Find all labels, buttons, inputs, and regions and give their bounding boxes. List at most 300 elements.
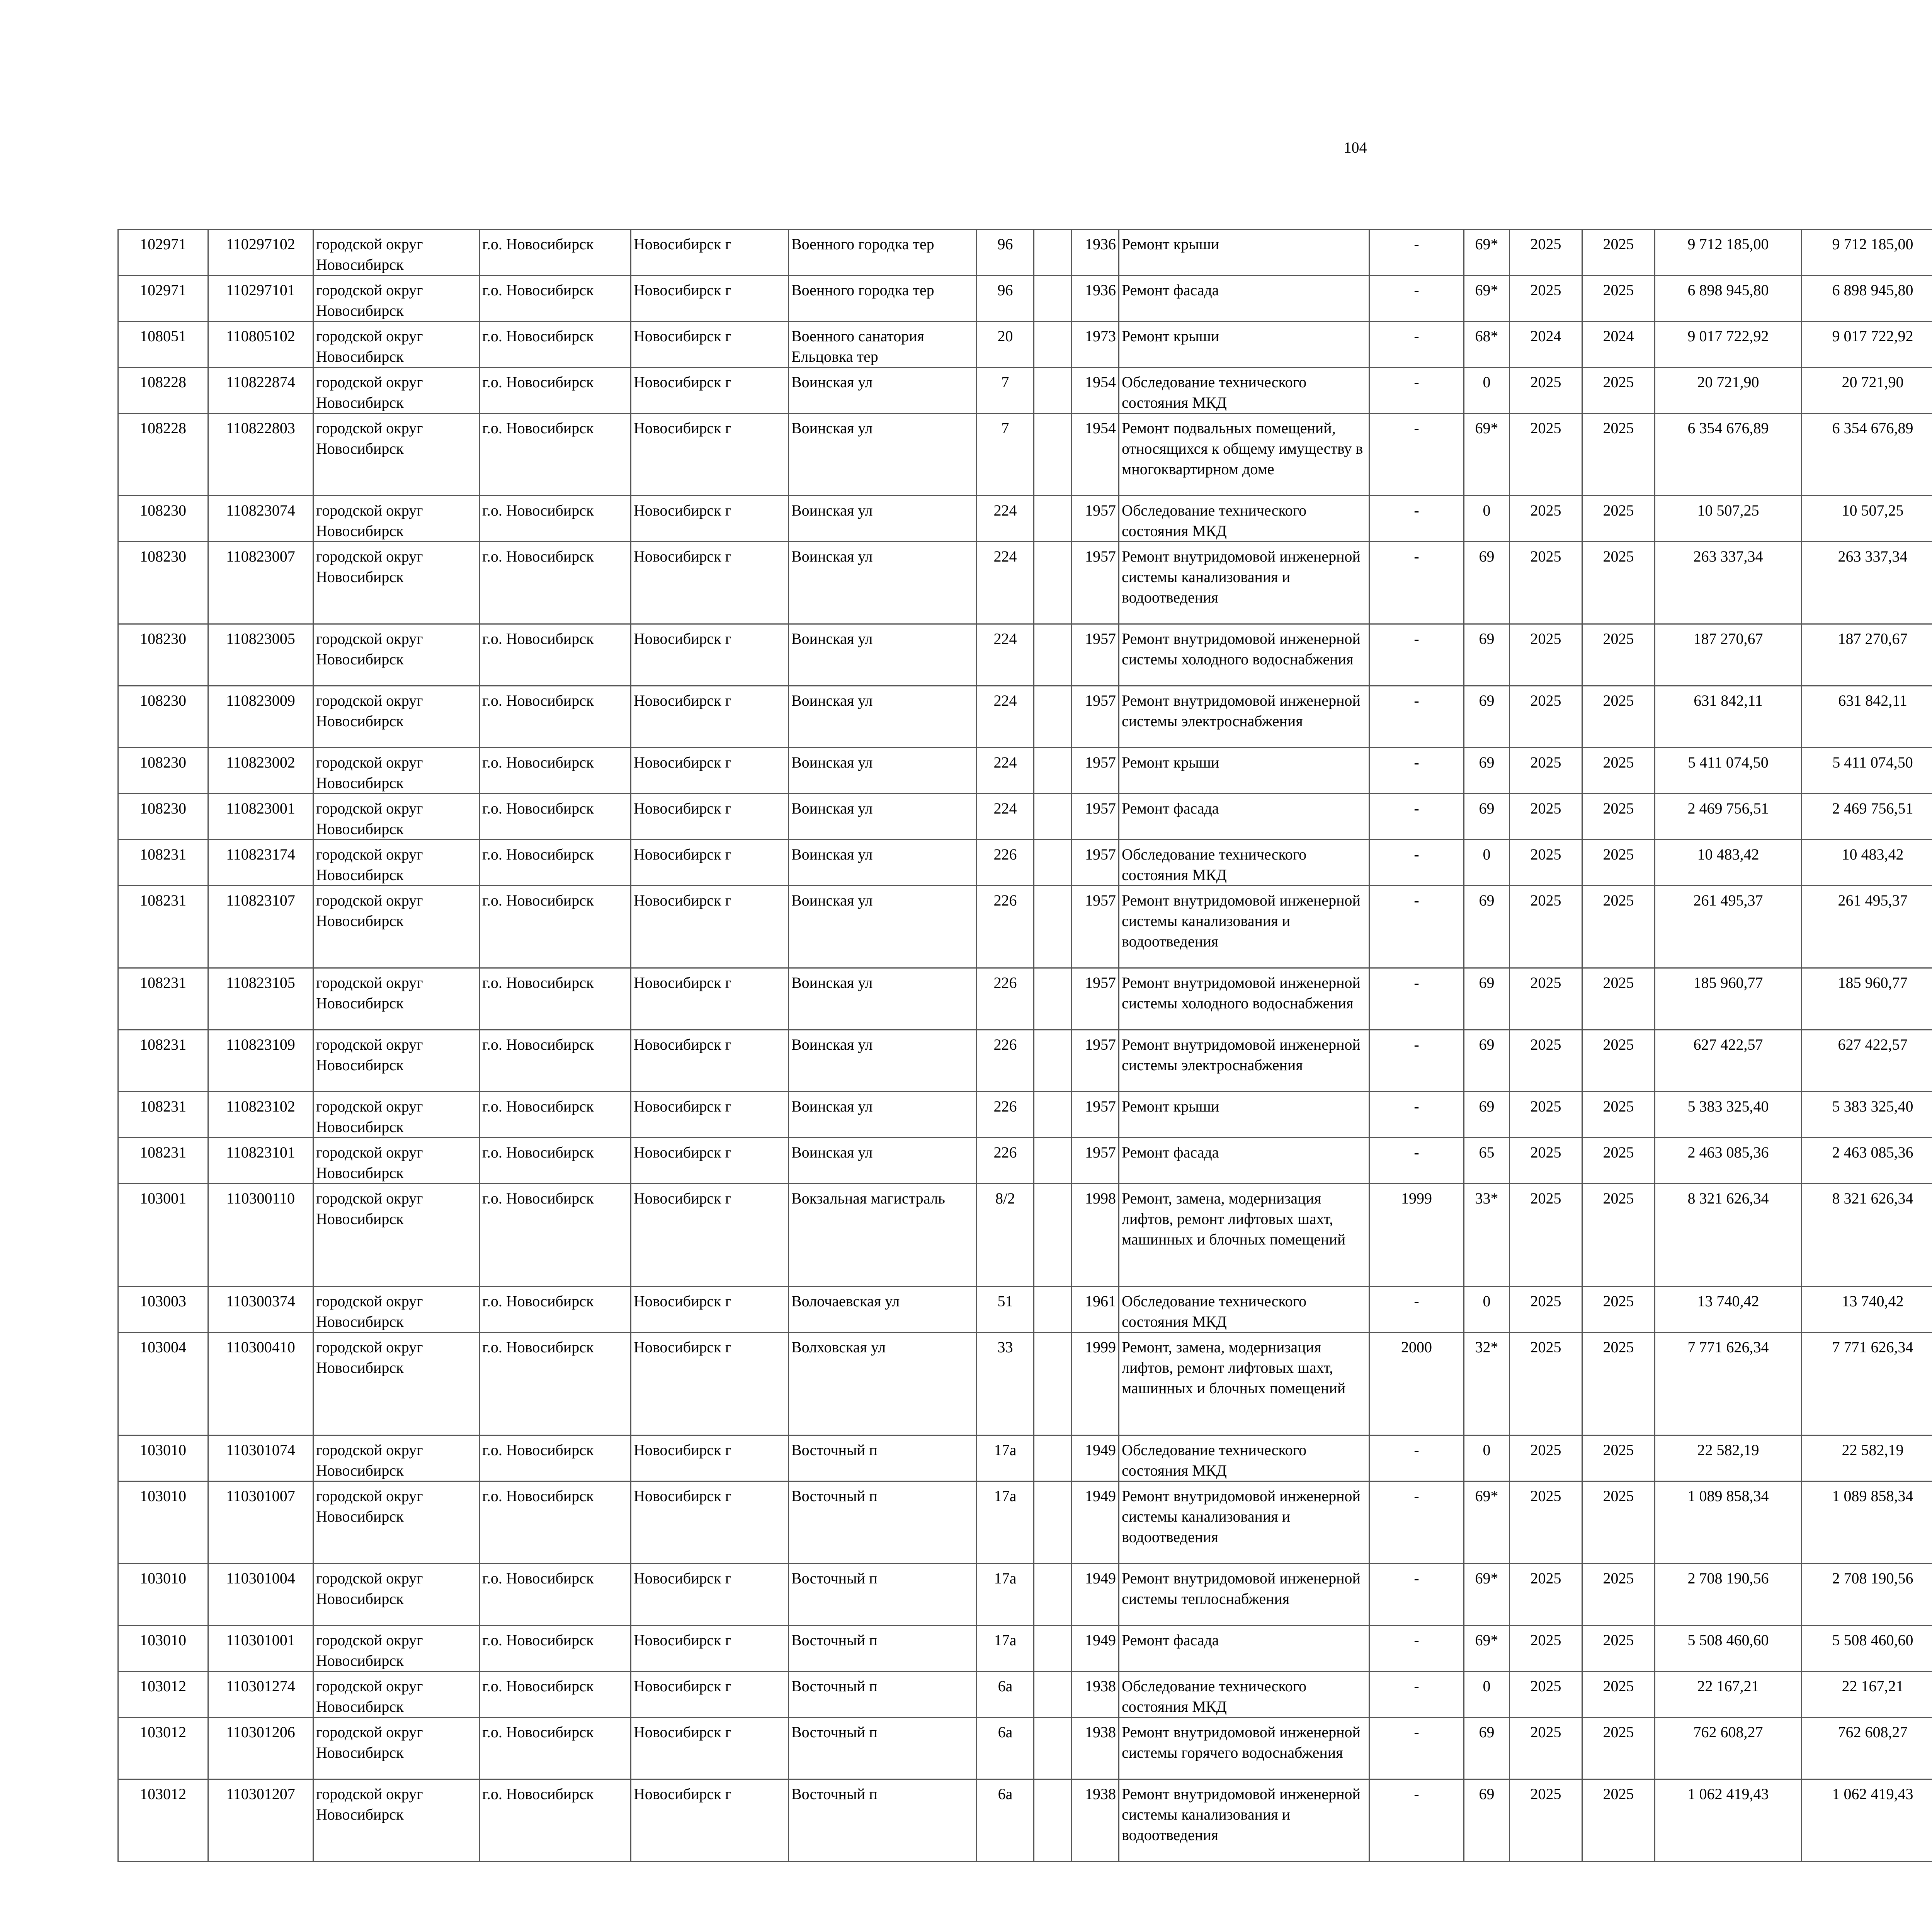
- cell-extra: [1034, 968, 1072, 1030]
- cell-work: Ремонт внутридомовой инженерной системы теплоснабжения: [1119, 1564, 1369, 1626]
- cell-id: 103001: [118, 1184, 208, 1287]
- cell-cost-total: 6 898 945,80: [1655, 276, 1802, 322]
- cell-year-end: 2025: [1582, 1030, 1655, 1092]
- cell-year-built: 1938: [1072, 1718, 1119, 1779]
- cell-id: 103010: [118, 1626, 208, 1672]
- cell-extra: [1034, 748, 1072, 794]
- cell-code: 110805102: [208, 322, 313, 368]
- cell-house: 226: [977, 1138, 1034, 1184]
- cell-year-start: 2025: [1510, 886, 1582, 968]
- table-row: [118, 686, 1932, 748]
- cell-year-built: 1957: [1072, 686, 1119, 748]
- cell-house: 7: [977, 414, 1034, 496]
- cell-year-built: 1938: [1072, 1779, 1119, 1862]
- cell-code: 110300374: [208, 1287, 313, 1333]
- cell-street: Восточный п: [789, 1481, 977, 1564]
- cell-id: 108230: [118, 748, 208, 794]
- cell-house: 96: [977, 230, 1034, 276]
- cell-cost-total: 22 167,21: [1655, 1672, 1802, 1718]
- cell-cost-total: 13 740,42: [1655, 1287, 1802, 1333]
- cell-year-start: 2025: [1510, 496, 1582, 542]
- cell-municipality: городской округ Новосибирск: [313, 1333, 480, 1435]
- cell-wear: 32*: [1464, 1333, 1510, 1435]
- cell-municipality: городской округ Новосибирск: [313, 276, 480, 322]
- cell-code: 110823009: [208, 686, 313, 748]
- cell-street: Вокзальная магистраль: [789, 1184, 977, 1287]
- cell-cost-total: 9 017 722,92: [1655, 322, 1802, 368]
- table-row: [118, 1626, 1932, 1672]
- cell-house: 17а: [977, 1564, 1034, 1626]
- cell-id: 108231: [118, 1030, 208, 1092]
- cell-work: Обследование технического состояния МКД: [1119, 840, 1369, 886]
- cell-year-end: 2025: [1582, 1138, 1655, 1184]
- cell-code: 110301001: [208, 1626, 313, 1672]
- cell-code: 110823001: [208, 794, 313, 840]
- cell-year-end: 2025: [1582, 1092, 1655, 1138]
- table-row: [118, 230, 1932, 276]
- cell-year-end: 2025: [1582, 686, 1655, 748]
- cell-code: 110823007: [208, 542, 313, 624]
- cell-wear: 0: [1464, 368, 1510, 414]
- cell-street: Восточный п: [789, 1626, 977, 1672]
- table-row: [118, 1092, 1932, 1138]
- cell-work: Ремонт фасада: [1119, 1626, 1369, 1672]
- cell-wear: 69: [1464, 1092, 1510, 1138]
- cell-district: г.о. Новосибирск: [480, 624, 631, 686]
- cell-wear: 69*: [1464, 276, 1510, 322]
- cell-house: 17а: [977, 1435, 1034, 1481]
- cell-locality: Новосибирск г: [631, 1092, 789, 1138]
- cell-extra: [1034, 322, 1072, 368]
- cell-year-lift: -: [1369, 968, 1464, 1030]
- cell-work: Ремонт внутридомовой инженерной системы канализования и водоотведения: [1119, 542, 1369, 624]
- cell-cost-owners: 2 463 085,36: [1802, 1138, 1932, 1184]
- cell-year-start: 2025: [1510, 1481, 1582, 1564]
- cell-extra: [1034, 1779, 1072, 1862]
- cell-cost-owners: 185 960,77: [1802, 968, 1932, 1030]
- cell-year-built: 1957: [1072, 840, 1119, 886]
- cell-year-end: 2025: [1582, 276, 1655, 322]
- cell-district: г.о. Новосибирск: [480, 1481, 631, 1564]
- cell-work: Ремонт подвальных помещений, относящихся к общему имуществу в многоквартирном доме: [1119, 414, 1369, 496]
- cell-cost-owners: 22 167,21: [1802, 1672, 1932, 1718]
- cell-cost-total: 10 507,25: [1655, 496, 1802, 542]
- cell-district: г.о. Новосибирск: [480, 1564, 631, 1626]
- cell-cost-total: 5 411 074,50: [1655, 748, 1802, 794]
- cell-locality: Новосибирск г: [631, 840, 789, 886]
- cell-house: 226: [977, 1030, 1034, 1092]
- cell-work: Ремонт крыши: [1119, 748, 1369, 794]
- cell-id: 108230: [118, 496, 208, 542]
- cell-year-built: 1957: [1072, 886, 1119, 968]
- cell-year-end: 2025: [1582, 1626, 1655, 1672]
- cell-house: 17а: [977, 1626, 1034, 1672]
- cell-wear: 0: [1464, 840, 1510, 886]
- cell-year-built: 1998: [1072, 1184, 1119, 1287]
- cell-district: г.о. Новосибирск: [480, 1184, 631, 1287]
- cell-year-lift: -: [1369, 624, 1464, 686]
- cell-year-end: 2025: [1582, 1287, 1655, 1333]
- cell-street: Волочаевская ул: [789, 1287, 977, 1333]
- cell-cost-owners: 8 321 626,34: [1802, 1184, 1932, 1287]
- cell-municipality: городской округ Новосибирск: [313, 748, 480, 794]
- cell-locality: Новосибирск г: [631, 1779, 789, 1862]
- cell-year-built: 1961: [1072, 1287, 1119, 1333]
- cell-year-start: 2025: [1510, 1287, 1582, 1333]
- cell-year-lift: -: [1369, 1287, 1464, 1333]
- cell-district: г.о. Новосибирск: [480, 322, 631, 368]
- cell-wear: 0: [1464, 1287, 1510, 1333]
- cell-work: Ремонт внутридомовой инженерной системы канализования и водоотведения: [1119, 1779, 1369, 1862]
- cell-year-start: 2025: [1510, 230, 1582, 276]
- cell-house: 20: [977, 322, 1034, 368]
- cell-street: Восточный п: [789, 1779, 977, 1862]
- cell-house: 226: [977, 886, 1034, 968]
- cell-code: 110823102: [208, 1092, 313, 1138]
- cell-locality: Новосибирск г: [631, 368, 789, 414]
- cell-locality: Новосибирск г: [631, 794, 789, 840]
- cell-year-start: 2025: [1510, 748, 1582, 794]
- cell-municipality: городской округ Новосибирск: [313, 496, 480, 542]
- cell-year-built: 1957: [1072, 748, 1119, 794]
- cell-id: 108051: [118, 322, 208, 368]
- cell-locality: Новосибирск г: [631, 886, 789, 968]
- cell-municipality: городской округ Новосибирск: [313, 1672, 480, 1718]
- cell-municipality: городской округ Новосибирск: [313, 968, 480, 1030]
- cell-year-lift: -: [1369, 886, 1464, 968]
- cell-year-lift: -: [1369, 276, 1464, 322]
- cell-municipality: городской округ Новосибирск: [313, 414, 480, 496]
- cell-municipality: городской округ Новосибирск: [313, 1092, 480, 1138]
- cell-cost-owners: 631 842,11: [1802, 686, 1932, 748]
- cell-cost-total: 9 712 185,00: [1655, 230, 1802, 276]
- cell-wear: 69*: [1464, 230, 1510, 276]
- cell-year-start: 2025: [1510, 840, 1582, 886]
- cell-street: Воинская ул: [789, 368, 977, 414]
- cell-year-start: 2025: [1510, 1333, 1582, 1435]
- cell-extra: [1034, 840, 1072, 886]
- cell-year-built: 1957: [1072, 1138, 1119, 1184]
- cell-work: Ремонт внутридомовой инженерной системы канализования и водоотведения: [1119, 1481, 1369, 1564]
- cell-house: 51: [977, 1287, 1034, 1333]
- cell-year-lift: -: [1369, 748, 1464, 794]
- cell-cost-owners: 9 017 722,92: [1802, 322, 1932, 368]
- cell-municipality: городской округ Новосибирск: [313, 840, 480, 886]
- cell-cost-owners: 6 354 676,89: [1802, 414, 1932, 496]
- cell-street: Восточный п: [789, 1435, 977, 1481]
- cell-year-lift: -: [1369, 1435, 1464, 1481]
- cell-cost-owners: 2 469 756,51: [1802, 794, 1932, 840]
- table-row: [118, 624, 1932, 686]
- cell-code: 110301074: [208, 1435, 313, 1481]
- cell-code: 110823101: [208, 1138, 313, 1184]
- cell-wear: 0: [1464, 496, 1510, 542]
- cell-code: 110822874: [208, 368, 313, 414]
- cell-district: г.о. Новосибирск: [480, 840, 631, 886]
- table-row: [118, 1287, 1932, 1333]
- cell-cost-owners: 9 712 185,00: [1802, 230, 1932, 276]
- cell-municipality: городской округ Новосибирск: [313, 1138, 480, 1184]
- cell-year-end: 2025: [1582, 1672, 1655, 1718]
- cell-year-built: 1949: [1072, 1626, 1119, 1672]
- cell-municipality: городской округ Новосибирск: [313, 542, 480, 624]
- cell-wear: 69: [1464, 1030, 1510, 1092]
- cell-year-lift: 1999: [1369, 1184, 1464, 1287]
- cell-house: 6а: [977, 1779, 1034, 1862]
- cell-extra: [1034, 624, 1072, 686]
- cell-year-built: 1957: [1072, 496, 1119, 542]
- cell-locality: Новосибирск г: [631, 1435, 789, 1481]
- cell-wear: 69: [1464, 1779, 1510, 1862]
- cell-year-start: 2025: [1510, 686, 1582, 748]
- cell-year-built: 1954: [1072, 368, 1119, 414]
- cell-wear: 0: [1464, 1435, 1510, 1481]
- cell-locality: Новосибирск г: [631, 322, 789, 368]
- cell-code: 110823005: [208, 624, 313, 686]
- cell-year-end: 2025: [1582, 368, 1655, 414]
- cell-cost-owners: 6 898 945,80: [1802, 276, 1932, 322]
- cell-extra: [1034, 1435, 1072, 1481]
- cell-municipality: городской округ Новосибирск: [313, 1779, 480, 1862]
- cell-code: 110301274: [208, 1672, 313, 1718]
- cell-extra: [1034, 368, 1072, 414]
- cell-year-start: 2024: [1510, 322, 1582, 368]
- cell-id: 103010: [118, 1435, 208, 1481]
- cell-code: 110823105: [208, 968, 313, 1030]
- cell-code: 110297102: [208, 230, 313, 276]
- cell-extra: [1034, 886, 1072, 968]
- cell-work: Ремонт, замена, модернизация лифтов, ремонт лифтовых шахт, машинных и блочных помещений: [1119, 1184, 1369, 1287]
- cell-id: 108231: [118, 1092, 208, 1138]
- cell-cost-owners: 762 608,27: [1802, 1718, 1932, 1779]
- cell-locality: Новосибирск г: [631, 1564, 789, 1626]
- cell-year-lift: -: [1369, 1672, 1464, 1718]
- cell-cost-owners: 1 062 419,43: [1802, 1779, 1932, 1862]
- cell-cost-total: 187 270,67: [1655, 624, 1802, 686]
- cell-code: 110823174: [208, 840, 313, 886]
- cell-id: 108231: [118, 968, 208, 1030]
- cell-year-built: 1957: [1072, 1092, 1119, 1138]
- cell-locality: Новосибирск г: [631, 1718, 789, 1779]
- cell-code: 110822803: [208, 414, 313, 496]
- cell-work: Ремонт фасада: [1119, 1138, 1369, 1184]
- table-row: [118, 1672, 1932, 1718]
- cell-locality: Новосибирск г: [631, 1481, 789, 1564]
- cell-work: Ремонт внутридомовой инженерной системы электроснабжения: [1119, 686, 1369, 748]
- table-row: [118, 968, 1932, 1030]
- cell-house: 224: [977, 686, 1034, 748]
- cell-year-end: 2025: [1582, 794, 1655, 840]
- cell-house: 224: [977, 542, 1034, 624]
- cell-year-built: 1957: [1072, 968, 1119, 1030]
- cell-extra: [1034, 1481, 1072, 1564]
- table-body: [118, 230, 1932, 1862]
- cell-year-end: 2025: [1582, 1184, 1655, 1287]
- cell-id: 102971: [118, 276, 208, 322]
- cell-locality: Новосибирск г: [631, 1672, 789, 1718]
- cell-year-end: 2025: [1582, 1435, 1655, 1481]
- cell-year-end: 2025: [1582, 1718, 1655, 1779]
- cell-year-end: 2025: [1582, 496, 1655, 542]
- cell-cost-total: 5 508 460,60: [1655, 1626, 1802, 1672]
- table-row: [118, 414, 1932, 496]
- cell-district: г.о. Новосибирск: [480, 1030, 631, 1092]
- cell-district: г.о. Новосибирск: [480, 1779, 631, 1862]
- cell-district: г.о. Новосибирск: [480, 686, 631, 748]
- cell-locality: Новосибирск г: [631, 1030, 789, 1092]
- cell-code: 110301004: [208, 1564, 313, 1626]
- cell-work: Ремонт фасада: [1119, 276, 1369, 322]
- cell-year-lift: -: [1369, 368, 1464, 414]
- cell-district: г.о. Новосибирск: [480, 1435, 631, 1481]
- cell-work: Ремонт внутридомовой инженерной системы горячего водоснабжения: [1119, 1718, 1369, 1779]
- table-row: [118, 748, 1932, 794]
- cell-cost-total: 5 383 325,40: [1655, 1092, 1802, 1138]
- cell-year-lift: -: [1369, 686, 1464, 748]
- cell-year-built: 1936: [1072, 230, 1119, 276]
- cell-house: 17а: [977, 1481, 1034, 1564]
- cell-district: г.о. Новосибирск: [480, 886, 631, 968]
- cell-district: г.о. Новосибирск: [480, 276, 631, 322]
- cell-wear: 69: [1464, 624, 1510, 686]
- table-row: [118, 886, 1932, 968]
- cell-municipality: городской округ Новосибирск: [313, 1184, 480, 1287]
- cell-locality: Новосибирск г: [631, 1184, 789, 1287]
- cell-year-built: 1949: [1072, 1564, 1119, 1626]
- cell-street: Воинская ул: [789, 624, 977, 686]
- cell-id: 103012: [118, 1718, 208, 1779]
- cell-id: 108228: [118, 368, 208, 414]
- cell-district: г.о. Новосибирск: [480, 368, 631, 414]
- cell-street: Восточный п: [789, 1564, 977, 1626]
- cell-code: 110301206: [208, 1718, 313, 1779]
- cell-locality: Новосибирск г: [631, 748, 789, 794]
- cell-id: 108230: [118, 624, 208, 686]
- cell-id: 108230: [118, 686, 208, 748]
- cell-id: 108230: [118, 542, 208, 624]
- table-row: [118, 1435, 1932, 1481]
- cell-year-end: 2025: [1582, 968, 1655, 1030]
- table-row: [118, 1333, 1932, 1435]
- cell-year-lift: -: [1369, 1138, 1464, 1184]
- table-row: [118, 276, 1932, 322]
- cell-year-start: 2025: [1510, 794, 1582, 840]
- cell-cost-total: 7 771 626,34: [1655, 1333, 1802, 1435]
- table-row: [118, 1138, 1932, 1184]
- cell-extra: [1034, 542, 1072, 624]
- cell-work: Обследование технического состояния МКД: [1119, 1672, 1369, 1718]
- cell-house: 7: [977, 368, 1034, 414]
- cell-street: Воинская ул: [789, 414, 977, 496]
- cell-id: 103010: [118, 1481, 208, 1564]
- cell-year-lift: -: [1369, 1626, 1464, 1672]
- cell-cost-owners: 10 483,42: [1802, 840, 1932, 886]
- cell-year-start: 2025: [1510, 414, 1582, 496]
- cell-wear: 69: [1464, 794, 1510, 840]
- cell-cost-total: 10 483,42: [1655, 840, 1802, 886]
- cell-street: Воинская ул: [789, 542, 977, 624]
- cell-year-start: 2025: [1510, 368, 1582, 414]
- cell-cost-total: 627 422,57: [1655, 1030, 1802, 1092]
- cell-id: 108230: [118, 794, 208, 840]
- cell-wear: 69: [1464, 748, 1510, 794]
- cell-year-lift: -: [1369, 1092, 1464, 1138]
- cell-house: 224: [977, 624, 1034, 686]
- cell-street: Воинская ул: [789, 686, 977, 748]
- capital-repair-table: [117, 229, 1932, 1862]
- cell-street: Воинская ул: [789, 1030, 977, 1092]
- cell-year-lift: -: [1369, 840, 1464, 886]
- cell-locality: Новосибирск г: [631, 414, 789, 496]
- cell-house: 96: [977, 276, 1034, 322]
- cell-cost-total: 6 354 676,89: [1655, 414, 1802, 496]
- cell-extra: [1034, 1718, 1072, 1779]
- cell-locality: Новосибирск г: [631, 542, 789, 624]
- cell-street: Воинская ул: [789, 794, 977, 840]
- cell-cost-owners: 261 495,37: [1802, 886, 1932, 968]
- cell-house: 224: [977, 496, 1034, 542]
- cell-cost-total: 263 337,34: [1655, 542, 1802, 624]
- cell-cost-total: 762 608,27: [1655, 1718, 1802, 1779]
- cell-wear: 69: [1464, 1718, 1510, 1779]
- cell-street: Восточный п: [789, 1718, 977, 1779]
- cell-municipality: городской округ Новосибирск: [313, 1435, 480, 1481]
- table-row: [118, 496, 1932, 542]
- cell-municipality: городской округ Новосибирск: [313, 624, 480, 686]
- cell-year-end: 2025: [1582, 414, 1655, 496]
- cell-wear: 69*: [1464, 1481, 1510, 1564]
- cell-municipality: городской округ Новосибирск: [313, 794, 480, 840]
- cell-locality: Новосибирск г: [631, 276, 789, 322]
- cell-cost-owners: 13 740,42: [1802, 1287, 1932, 1333]
- cell-house: 6а: [977, 1672, 1034, 1718]
- cell-street: Военного городка тер: [789, 230, 977, 276]
- cell-cost-total: 261 495,37: [1655, 886, 1802, 968]
- cell-locality: Новосибирск г: [631, 686, 789, 748]
- cell-year-end: 2025: [1582, 230, 1655, 276]
- cell-municipality: городской округ Новосибирск: [313, 322, 480, 368]
- cell-street: Воинская ул: [789, 748, 977, 794]
- cell-work: Ремонт крыши: [1119, 322, 1369, 368]
- cell-cost-owners: 22 582,19: [1802, 1435, 1932, 1481]
- cell-wear: 69: [1464, 886, 1510, 968]
- cell-year-lift: -: [1369, 1779, 1464, 1862]
- page-number: 104: [1344, 139, 1367, 156]
- cell-year-built: 1938: [1072, 1672, 1119, 1718]
- cell-year-start: 2025: [1510, 1435, 1582, 1481]
- cell-year-lift: -: [1369, 322, 1464, 368]
- cell-wear: 69*: [1464, 1564, 1510, 1626]
- cell-street: Воинская ул: [789, 968, 977, 1030]
- cell-year-start: 2025: [1510, 1030, 1582, 1092]
- cell-district: г.о. Новосибирск: [480, 748, 631, 794]
- cell-year-lift: -: [1369, 1481, 1464, 1564]
- cell-extra: [1034, 686, 1072, 748]
- cell-house: 224: [977, 794, 1034, 840]
- cell-year-built: 1936: [1072, 276, 1119, 322]
- cell-cost-owners: 10 507,25: [1802, 496, 1932, 542]
- cell-locality: Новосибирск г: [631, 1626, 789, 1672]
- cell-locality: Новосибирск г: [631, 496, 789, 542]
- cell-wear: 69: [1464, 686, 1510, 748]
- cell-work: Ремонт внутридомовой инженерной системы холодного водоснабжения: [1119, 968, 1369, 1030]
- cell-wear: 65: [1464, 1138, 1510, 1184]
- cell-house: 6а: [977, 1718, 1034, 1779]
- cell-district: г.о. Новосибирск: [480, 968, 631, 1030]
- cell-year-end: 2025: [1582, 624, 1655, 686]
- table-row: [118, 840, 1932, 886]
- cell-street: Волховская ул: [789, 1333, 977, 1435]
